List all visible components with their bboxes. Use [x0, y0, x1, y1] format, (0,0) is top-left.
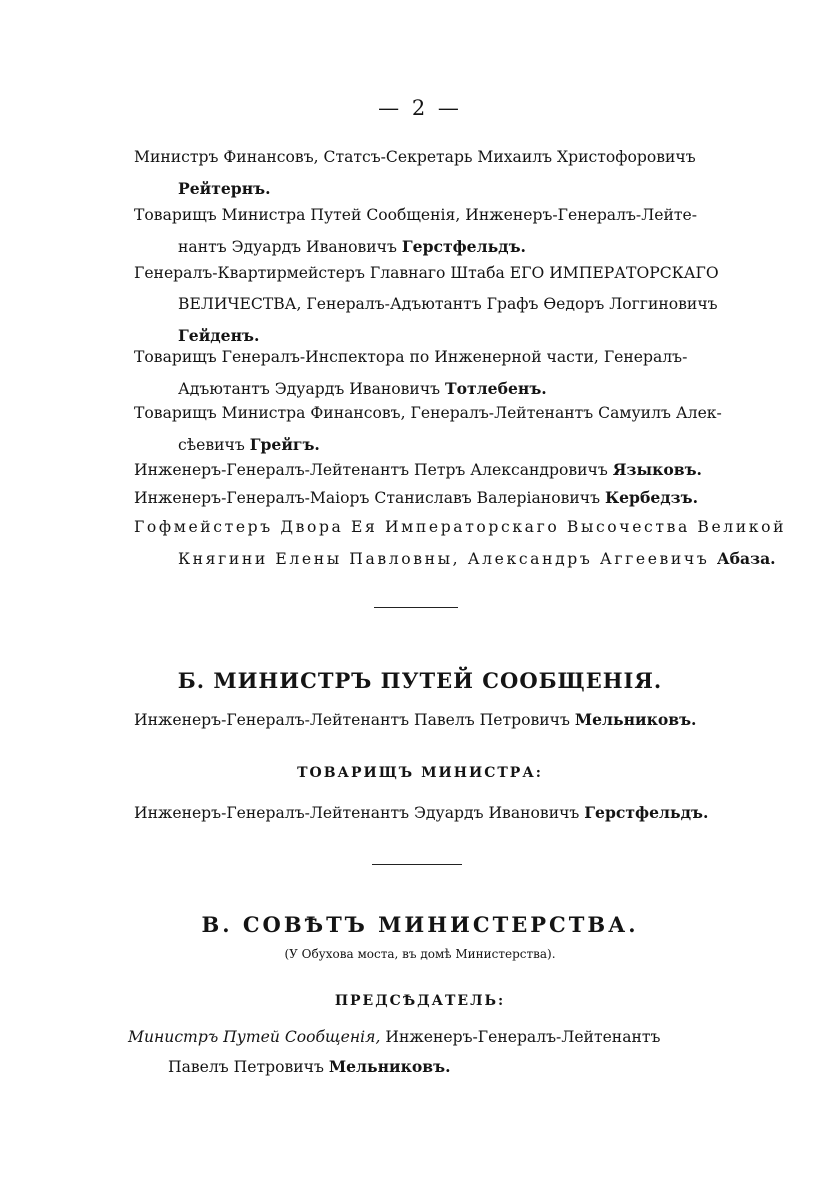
list-item	[134, 200, 697, 263]
entry-line: Министръ Финансовъ, Статсъ-Секретарь Михаилъ Христофоровичъ	[134, 148, 696, 166]
list-item	[134, 482, 698, 514]
entry-text: сѣевичъ	[178, 436, 250, 454]
entry-text: Инженеръ-Генералъ-Лейтенантъ Петръ Александровичъ	[134, 461, 613, 479]
chair-surname: Мельниковъ.	[328, 1057, 451, 1076]
deputy-text: Инженеръ-Генералъ-Лейтенантъ Эдуардъ Ивановичъ	[134, 804, 585, 822]
entry-line: ВЕЛИЧЕСТВА, Генералъ-Адъютантъ Графъ Өедоръ Логгиновичъ	[178, 295, 718, 313]
minister-surname: Мельниковъ.	[574, 710, 697, 729]
entry-surname: Гейденъ.	[178, 326, 260, 345]
list-item	[134, 258, 719, 352]
section-b-heading: Б. МИНИСТРЪ ПУТЕЙ СООБЩЕНІЯ.	[177, 668, 663, 693]
entry-line: Товарищъ Министра Путей Сообщенія, Инженеръ-Генералъ-Лейте-	[134, 206, 697, 224]
chair-name: Павелъ Петровичъ	[168, 1058, 329, 1076]
minister-line	[134, 710, 697, 729]
deputy-surname: Герстфельдъ.	[584, 803, 709, 822]
entry-line	[134, 543, 786, 575]
entry-text: Инженеръ-Генералъ-Маіоръ Станиславъ Валеріановичъ	[134, 489, 605, 507]
minister-text: Инженеръ-Генералъ-Лейтенантъ Павелъ Петровичъ	[134, 711, 575, 729]
chair-heading: ПРЕДСѢДАТЕЛЬ:	[334, 993, 506, 1009]
deputy-heading: ТОВАРИЩЪ МИНИСТРА:	[297, 765, 543, 781]
entry-text: Адъютантъ Эдуардъ Ивановичъ	[178, 380, 446, 398]
divider	[372, 864, 462, 865]
chair-title: Министръ Путей Сообщенія,	[128, 1028, 381, 1046]
entry-surname: Кербедзъ.	[604, 488, 699, 507]
entry-surname: Герстфельдъ.	[401, 237, 526, 256]
chair-rank: Инженеръ-Генералъ-Лейтенантъ	[380, 1028, 661, 1046]
list-item	[134, 142, 696, 205]
entry-surname: Грейгъ.	[249, 435, 320, 454]
list-item	[134, 398, 722, 461]
entry-line: Товарищъ Генералъ-Инспектора по Инженерной части, Генералъ-	[134, 348, 688, 366]
address-note: (У Обухова моста, въ домѣ Министерства).	[284, 947, 556, 961]
section-v-heading: В. СОВѢТЪ МИНИСТЕРСТВА.	[201, 912, 639, 937]
entry-line: Товарищъ Министра Финансовъ, Генералъ-Лейтенантъ Самуилъ Алек-	[134, 404, 722, 422]
deputy-line	[134, 803, 708, 822]
entry-surname: Языковъ.	[612, 460, 702, 479]
entry-surname: Тотлебенъ.	[445, 379, 547, 398]
entry-line	[134, 482, 698, 514]
list-item	[134, 342, 687, 405]
entry-line: Генералъ-Квартирмейстеръ Главнаго Штаба ЕГО ИМПЕРАТОРСКАГО	[134, 264, 719, 282]
list-item	[134, 512, 786, 575]
chair-line-1	[128, 1028, 660, 1046]
chair-line-2	[168, 1057, 451, 1076]
page-number: — 2 —	[378, 96, 462, 120]
entry-surname: Абаза.	[716, 549, 776, 568]
entry-text: нантъ Эдуардъ Ивановичъ	[178, 238, 402, 256]
entry-text: Княгини Елены Павловны, Александръ Аггеевичъ	[178, 550, 717, 568]
entry-line: Гофмейстеръ Двора Ея Императорскаго Высочества Великой	[134, 518, 787, 536]
divider	[374, 607, 458, 608]
entry-surname: Рейтернъ.	[178, 179, 271, 198]
